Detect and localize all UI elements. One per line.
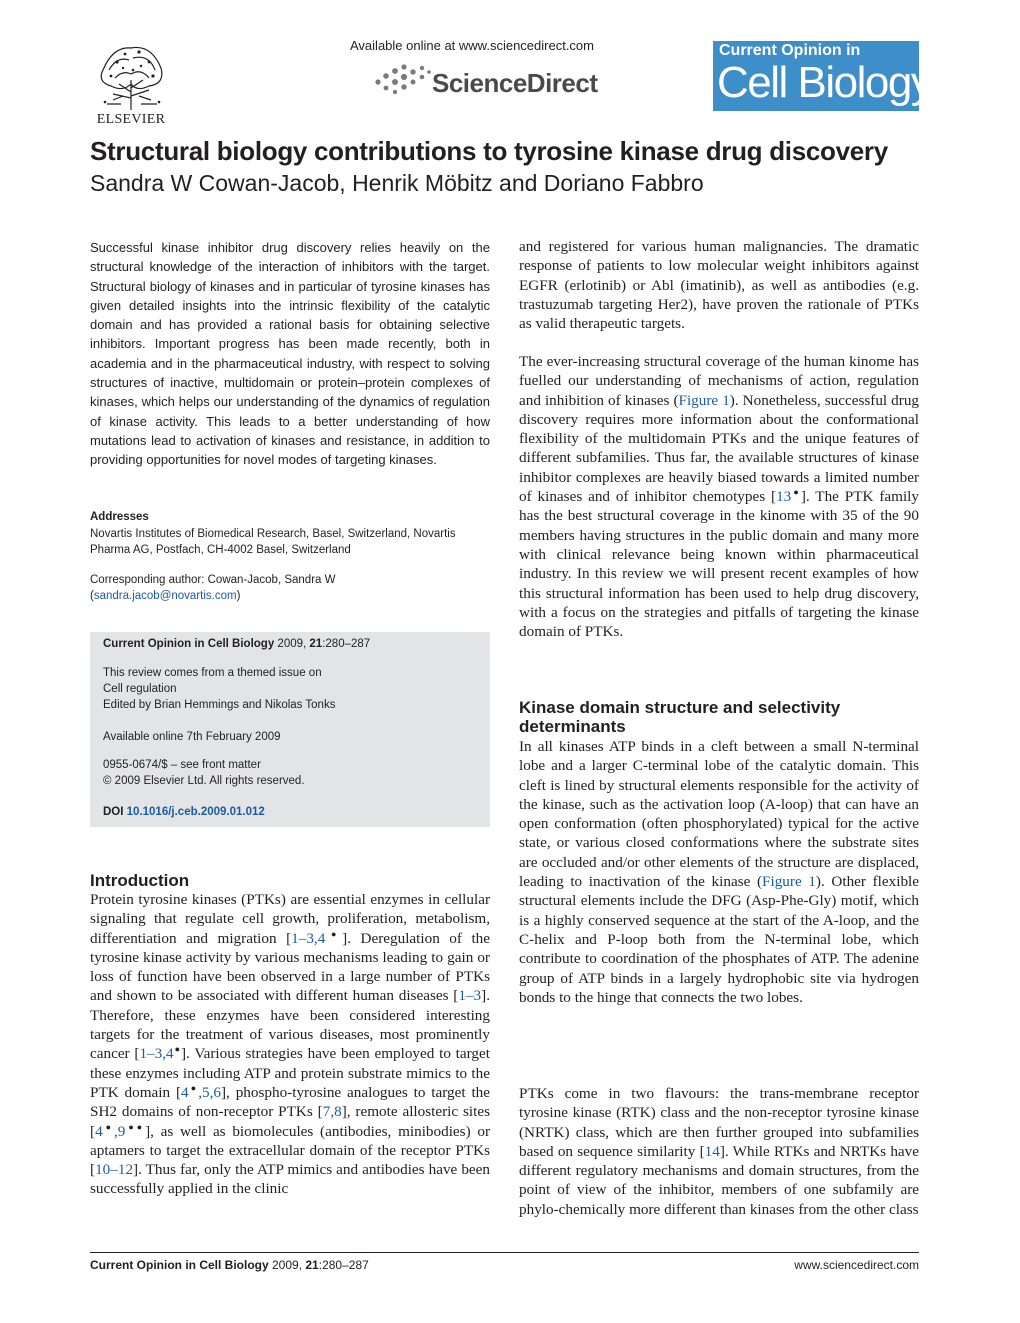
journal-logo[interactable]	[713, 41, 932, 111]
intro-text-1: Protein tyrosine kinases (PTKs) are essential enzymes in cellular signaling that regulate cell growth, proliferation, metabolism, differentiation and migration [	[90, 891, 490, 947]
journal-name-top: Current Opinion in	[719, 42, 861, 59]
ref-link[interactable]: 7,8	[322, 1103, 342, 1121]
section-heading-kinase-domain: Kinase domain structure and selectivity determinants	[519, 698, 841, 736]
citation-pages: :280–287	[322, 638, 371, 650]
para-text: ). Other flexible structural elements include the DFG (Asp-Phe-Gly) motif, which is a highly conserved sequence at the start of the A-loop, and the C-helix and P-loop both from the N-terminal lobe, which contribute to coordination of the phosphates of ATP. The adenine group of ATP binds in a largely hydrophobic site via hydrogen bonds to the hinge that connects the two lobes.	[519, 873, 919, 1006]
intro-text-4: ]. Various strategies have been employed to target these enzymes including ATP and protein substrate mimics to the PTK domain [	[90, 1045, 490, 1101]
ref-link[interactable]: 1–3,4	[139, 1045, 174, 1063]
themed-issue-topic: Cell regulation	[103, 683, 177, 695]
addresses-text: Novartis Institutes of Biomedical Research, Basel, Switzerland, Novartis Pharma AG, Postfach, CH-4002 Basel, Switzerland	[90, 528, 456, 556]
abstract: Successful kinase inhibitor drug discovery relies heavily on the structural knowledge of the interaction of inhibitors with the target. Structural biology of kinases and in particular of tyrosine kinases has given detailed insights into the intrinsic flexibility of the catalytic domain and has provided a rational basis for obtaining selective inhibitors. Important progress has been made recently, both in academia and in the pharmaceutical industry, with respect to solving structures of inactive, multidomain or protein–protein complexes of kinases, which helps our understanding of the dynamics of regulation of kinase activity. This leads to a better understanding of how mutations lead to activation of kinases and resistance, in addition to providing opportunities for novel modes of targeting kinases.	[90, 240, 490, 468]
intro-text-8: ]. Thus far, only the ATP mimics and antibodies have been successfully applied in the clinic	[90, 1161, 490, 1198]
figure-link[interactable]: Figure 1	[678, 391, 730, 409]
introduction-heading: Introduction	[90, 871, 190, 890]
citation-journal: Current Opinion in Cell Biology	[103, 638, 275, 650]
footer-citation	[90, 1258, 369, 1272]
email-open-paren: (	[90, 589, 94, 602]
para-text: The ever-increasing structural coverage of the human kinome has fuelled our understanding of mechanisms of action, regulation and inhibition of kinases (	[519, 353, 919, 409]
corresponding-author-label: Corresponding author: Cowan-Jacob, Sandra W	[90, 574, 336, 586]
footer-url[interactable]: www.sciencedirect.com	[794, 1258, 919, 1272]
citation-volume: 21	[309, 638, 323, 650]
intro-text-5: ], phospho-tyrosine analogues to target the SH2 domains of non-receptor PTKs [	[90, 1083, 490, 1121]
footer-divider	[90, 1252, 919, 1253]
intro-text-7: ], as well as biomolecules (antibodies, minibodies) or aptamers to target the extracellular domain of the receptor PTKs [	[90, 1122, 491, 1179]
available-date: Available online 7th February 2009	[103, 731, 281, 743]
email-close-paren: )	[236, 589, 241, 602]
sciencedirect-logo[interactable]	[372, 60, 612, 102]
journal-name-main: Cell Biology	[717, 58, 932, 107]
intro-text-3: ]. Therefore, these enzymes have been considered interesting targets for the treatment of various diseases, most prominently cancer [	[90, 987, 490, 1063]
article-authors: Sandra W Cowan-Jacob, Henrik Möbitz and Doriano Fabbro	[90, 170, 704, 196]
para-text: ]. While RTKs and NRTKs have different regulatory mechanisms and domain structures, from the point of view of the inhibitor, members of one subfamily are phylo-chemically more different than kinases from the other class	[519, 1142, 919, 1218]
footer-year: 2009,	[268, 1258, 306, 1272]
sciencedirect-wordmark: ScienceDirect	[432, 68, 598, 98]
ref-link[interactable]: 1–3,4	[291, 929, 326, 947]
introduction-text: Protein tyrosine kinases (PTKs) are essential enzymes in cellular signaling that regulate cell growth, proliferation, metabolism, differentiation and migration [1–3,4●]. Deregulation of the tyrosine kinase activity by various mechanisms leading to gain or loss of function have been observed in a large number of PTKs and shown to be associated with different human diseases [1–3]. Therefore, these enzymes have been considered interesting targets for the treatment of various diseases, most prominently cancer [1–3,4●]. Various strategies have been employed to target these enzymes including ATP and protein substrate mimics to the PTK domain [4●,5,6], phospho-tyrosine analogues to target the SH2 domains of non-receptor PTKs [7,8], remote allosteric sites [4●,9●●], as well as biomolecules (antibodies, minibodies) or aptamers to target the extracellular domain of the receptor PTKs [10–12]. Thus far, only the ATP mimics and antibodies have been successfully applied in the clinic	[90, 891, 491, 1198]
paragraph-kinase-domain	[519, 737, 919, 1007]
issn-line: 0955-0674/$ – see front matter	[103, 759, 261, 771]
doi-link[interactable]: 10.1016/j.ceb.2009.01.012	[126, 806, 265, 818]
ref-link[interactable]: 1–3	[458, 987, 482, 1005]
ref-link[interactable]: 10–12	[95, 1161, 134, 1179]
article-info-box	[90, 632, 490, 827]
article-title: Structural biology contributions to tyrosine kinase drug discovery	[90, 136, 888, 166]
para-text: ). Nonetheless, successful drug discovery requires more information about the conformational flexibility of the multidomain PTKs and the unique features of different subfamilies. Thus far, the available structures of kinase inhibitor complexes are heavily biased towards a limited number of kinases and of inhibitor chemotypes [	[519, 391, 920, 506]
elsevier-tree-icon	[93, 40, 169, 112]
footer-volume: 21	[305, 1258, 319, 1272]
citation-year: 2009,	[274, 638, 310, 650]
ref-link[interactable]: ,5,6	[198, 1083, 221, 1101]
available-online-text: Available online at www.sciencedirect.com	[350, 38, 594, 53]
ref-link[interactable]: ,9	[113, 1122, 126, 1140]
publisher-name: ELSEVIER	[96, 112, 166, 127]
footer-journal: Current Opinion in Cell Biology	[90, 1258, 269, 1272]
paragraph-ptk-flavours	[519, 1084, 919, 1219]
copyright-line: © 2009 Elsevier Ltd. All rights reserved.	[103, 775, 305, 787]
citation-line	[103, 638, 370, 650]
editors-line: Edited by Brian Hemmings and Nikolas Tonks	[103, 699, 336, 711]
ref-link[interactable]: 4	[181, 1083, 189, 1101]
para-text: ]. The PTK family has the best structural coverage in the kinome with 35 of the 90 members having structures in the public domain and many more with clinical relevance being known within pharmaceutical industry. In this review we will present recent examples of how this structural information has been used to help drug discovery, with a focus on the strategies and pitfalls of targeting the kinase domain of PTKs.	[519, 488, 919, 641]
intro-text-6: ], remote allosteric sites [	[90, 1103, 490, 1140]
para-text: In all kinases ATP binds in a cleft between a small N-terminal lobe and a larger C-terminal lobe of the catalytic domain. This cleft is lined by structural elements responsible for the activity of the kinase, such as the activation loop (A-loop) that can have an open conformation (often phosphorylated) typical for the active state, or various closed conformations where the substrate sites are occluded and/or other elements of the structure are displaced, leading to inactivation of the kinase (	[519, 738, 919, 891]
elsevier-logo	[90, 40, 172, 128]
intro-text-2: ]. Deregulation of the tyrosine kinase activity by various mechanisms leading to gain or loss of function have been observed in a large number of PTKs and shown to be associated with different human diseases [	[90, 929, 490, 1005]
email-link[interactable]: sandra.jacob@novartis.com	[93, 589, 237, 602]
paragraph-clinical: and registered for various human malignancies. The dramatic response of patients to low molecular weight inhibitors against EGFR (erlotinib) or Abl (imatinib), as well as antibodies (e.g. trastuzumab targeting Her2), have proven the rationale of PTKs as valid therapeutic targets.	[519, 238, 919, 333]
doi-label: DOI	[103, 806, 124, 818]
footer-pages: :280–287	[318, 1258, 369, 1272]
sciencedirect-dots-icon	[372, 62, 434, 98]
para-text: PTKs come in two flavours: the trans-membrane receptor tyrosine kinase (RTK) class and the non-receptor tyrosine kinase (NRTK) class, which are then further grouped into subfamilies based on sequence similarity [	[519, 1085, 919, 1160]
doi-line	[103, 806, 265, 818]
paragraph-structural-coverage: The ever-increasing structural coverage of the human kinome has fuelled our understanding of mechanisms of action, regulation and inhibition of kinases (Figure 1). Nonetheless, successful drug discovery requires more information about the conformational flexibility of the multidomain PTKs and the unique features of different subfamilies. Thus far, the available structures of kinase inhibitor complexes are heavily biased towards a limited number of kinases and of inhibitor chemotypes [13●]. The PTK family has the best structural coverage in the kinome with 35 of the 90 members having structures in the public domain and many more with clinical relevance being known within pharmaceutical industry. In this review we will present recent examples of how this structural information has been used to help drug discovery, with a focus on the strategies and pitfalls of targeting the kinase domain of PTKs.	[519, 353, 920, 641]
themed-issue-line: This review comes from a themed issue on	[103, 667, 322, 679]
ref-link[interactable]: 13	[776, 488, 792, 506]
ref-link[interactable]: 4	[95, 1122, 103, 1140]
figure-link[interactable]: Figure 1	[762, 873, 816, 891]
addresses-heading: Addresses	[90, 511, 149, 523]
ref-link[interactable]: 14	[704, 1142, 720, 1160]
corresponding-author	[90, 573, 492, 604]
